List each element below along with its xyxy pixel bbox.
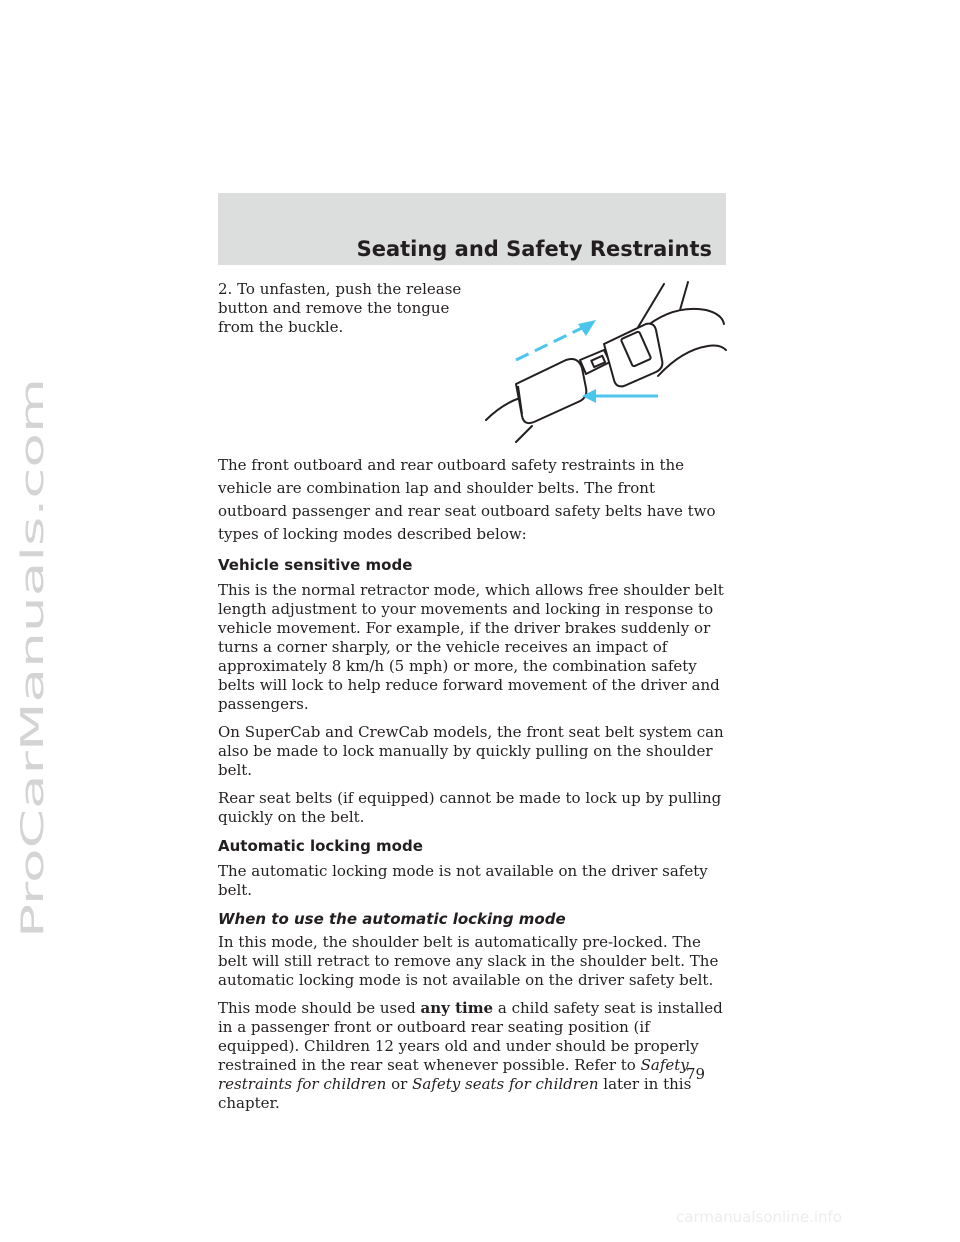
when-to-use-paragraph-1: In this mode, the shoulder belt is automatically pre-locked. The belt will still retract to remove any slack in the shoulder belt. The automatic locking mode is not available on the driver safety belt. (218, 933, 719, 989)
reference-safety-restraints-for-children: Safety restraints for children (218, 1056, 689, 1093)
heading-automatic-locking-mode: Automatic locking mode (218, 837, 423, 855)
belt-webbing (680, 282, 688, 310)
belt-webbing (658, 346, 726, 377)
seat-belt-buckle-icon (482, 280, 728, 448)
footer-site-watermark: carmanualsonline.info (676, 1208, 842, 1226)
reference-safety-seats-for-children: Safety seats for children (412, 1075, 599, 1093)
section-title: Seating and Safety Restraints (356, 237, 712, 261)
text-span: or (386, 1075, 413, 1093)
belt-webbing (516, 426, 532, 442)
vehicle-sensitive-paragraph-1: This is the normal retractor mode, which allows free shoulder belt length adjustment to your movements and locking in response to vehicle movement. For example, if the driver brakes suddenly or turns a corner sharply, or the vehicle receives an impact of approximately 8 km/h (5 mph) or more, the combination safety belts will lock to help reduce forward movement of the driver and passengers. (218, 581, 724, 713)
vehicle-sensitive-paragraph-2: On SuperCab and CrewCab models, the front seat belt system can also be made to lock manually by quickly pulling on the shoulder belt. (218, 723, 724, 779)
release-arrow-head (578, 320, 596, 336)
release-direction-arrow (516, 326, 586, 360)
when-to-use-paragraph-2 (218, 999, 726, 1113)
step-2-text: 2. To unfasten, push the release button and remove the tongue from the buckle. (218, 280, 462, 336)
seat-belt-buckle-illustration (482, 280, 728, 448)
buckle-body (516, 359, 586, 423)
page-number: 79 (686, 1065, 706, 1083)
watermark-text: ProCarManuals.com (15, 630, 51, 938)
text-span: This mode should be used (218, 999, 421, 1017)
text-span: later in this chapter. (218, 1075, 692, 1112)
section-header (218, 193, 726, 265)
belt-webbing (486, 398, 520, 420)
text-span: a child safety seat is installed in a passenger front or outboard rear seating position (if equipped). Children 12 years old and under should be properly restrained in the rear seat whenever possible. Refer to (218, 999, 723, 1074)
heading-when-to-use: When to use the automatic locking mode (218, 910, 566, 928)
watermark-vertical (10, 378, 56, 938)
automatic-locking-paragraph: The automatic locking mode is not available on the driver safety belt. (218, 862, 708, 899)
body-content (218, 454, 726, 1122)
intro-paragraph: The front outboard and rear outboard safety restraints in the vehicle are combination lap and shoulder belts. The front outboard passenger and rear seat outboard safety belts have two types of locking modes described below: (218, 456, 716, 543)
emphasis-any-time: any time (420, 999, 494, 1017)
tongue-plate (580, 324, 662, 387)
heading-vehicle-sensitive-mode: Vehicle sensitive mode (218, 556, 413, 574)
vehicle-sensitive-paragraph-3: Rear seat belts (if equipped) cannot be made to lock up by pulling quickly on the belt. (218, 789, 722, 826)
